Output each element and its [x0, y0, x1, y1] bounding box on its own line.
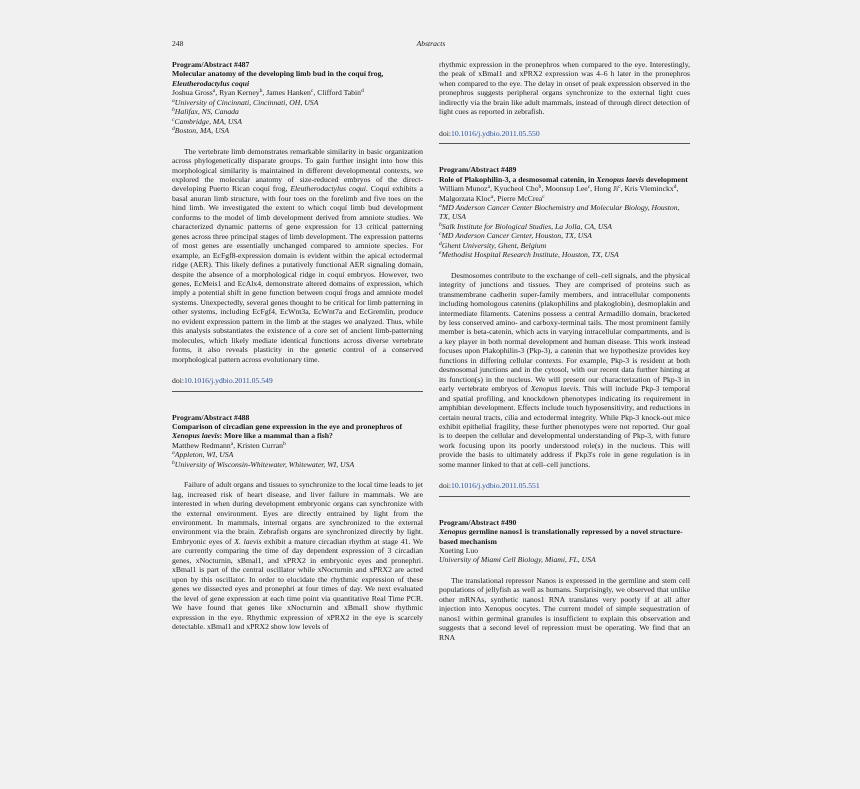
section-divider	[439, 496, 690, 497]
abstract-title: Xenopus germline nanos1 is translationally repressed by a novel structure-based mechanism	[439, 527, 683, 546]
abstract-body: The translational repressor Nanos is expressed in the germline and stem cell populations of jellyfish as well as humans. Surprisingly, we observed that unlike other mRNAs, synthetic nanos1 RNA translates very poorly if at all after injection into Xenopus oocytes. The current model of simple sequestration of nanos1 within germinal granules is insufficient to explain this observation and suggests that a second level of repression must be operating. We find that an RNA	[439, 575, 690, 642]
doi-line	[439, 129, 690, 138]
author-list: William Munoz$^a$, Kyucheol Cho$^b$, Moonsup Lee$^c$, Hong Ji$^c$, Kris Vleminckx$^d$, Malgorzata Kloc$^a$, Pierre McCrea$^c$	[439, 184, 679, 203]
affiliation: $^d$Boston, MA, USA	[172, 126, 230, 136]
abstract-490	[439, 518, 690, 642]
affiliation: $^e$Methodist Hospital Research Institute, Houston, TX, USA	[439, 250, 619, 260]
right-column	[439, 60, 690, 642]
abstract-title: Comparison of circadian gene expression in the eye and pronephros of Xenopus laevis: More like a mammal than a fish?	[172, 421, 403, 441]
journal-section: Abstracts	[416, 39, 446, 48]
affiliation: $^b$University of Wisconsin-Whitewater, Whitewater, WI, USA	[172, 459, 355, 469]
abstract-body: Desmosomes contribute to the exchange of cell–cell signals, and the physical integrity of junctions and tissues. They are comprised of proteins such as transmembrane cadherin super-family members, and intracellular components including homologous catenins (plakophilins and plakoglobin), desmoplakin and intermediate filaments. Catenins possess a central Armadillo domain, bracketed by less conserved amino- and carboxy-terminal tails. The most prominent family member is beta-catenin, which acts in varying intracellular compartments, and is a key player in both normal development and human disease. This work instead focuses upon Plakophilin-3 (Pkp-3), a catenin that we hypothesize provides key functions in differing cellular contexts. For example, Pkp-3 is resident at both desmosomal junctions and in the cytosol, with our recent data further hinting at its function(s) in the nucleus. We will present our characterization of Pkp-3 in early vertebrate embryos of Xenopus laevis. This will include Pkp-3 temporal and spatial profiling, and knockdown phenotypes indicating its requirement in amphibian development. Effects include touch hyposensitivity, and reductions in certain neural tracts, cilia and ectodermal integrity. While Pkp-3 knock-out mice exhibit epithelial fragility, these further phenotypes were not reported. Our goal is to deepen the cellular and developmental understanding of Pkp-3, with future work focusing upon its poorly understood role(s) in the nucleus. This will provide the basis to ultimately address if Pkp3's role in gene regulation is in some manner linked to that at cell–cell junctions.	[439, 270, 690, 469]
abstract-body: The vertebrate limb demonstrates remarkable similarity in basic organization across phylogenetically disparate groups. To gain further insight into how this morphological similarity is maintained in different developmental contexts, we explored the molecular anatomy of size-reduced embryos of the direct-developing Puerto Rican coquí frog, Eleutherodactylus coqui. Coquí exhibits a basal anuran limb structure, with four toes on the forelimb and five toes on the hind limb. We investigated the extent to which coquí limb bud development conforms to the model of limb development derived from amniote studies. We characterized dynamic patterns of gene expression for 13 critical patterning genes across three principal stages of limb development. The expression patterns of most genes are essentially unchanged compared to amniote species. For example, an EcFgf8-expression domain is evident within the apical ectodermal ridge (AER). This likely defines a putatively functional AER signaling domain, despite the absence of a morphological ridge in coquí embryos. However, two genes, EcMeis1 and EcAlx4, demonstrate altered domains of expression, which imply a potential shift in gene function between coquí frogs and amniote model systems. Unexpectedly, several genes thought to be critical for limb patterning in other systems, including EcFgf4, EcWnt3a, EcWnt7a and EcGremlin, produce no evident expression pattern in the limb at the stages we analyzed. Thus, while this analysis substantiates the existence of a core set of ancient limb-patterning molecules, which likely mediate identical functions across diverse vertebrate forms, it also reveals plasticity in the genetic control of a conserved morphological pattern across evolutionary time.	[172, 146, 423, 364]
author-list: Matthew Redmann$^a$, Kristen Curran$^b$	[172, 440, 286, 450]
affiliation: $^a$MD Anderson Cancer Center Biochemistry and Molecular Biology, Houston, TX, USA	[439, 202, 680, 222]
doi-label: doi:	[439, 128, 451, 138]
doi-line	[439, 481, 690, 490]
doi-label: doi:	[172, 376, 184, 386]
affiliation: $^a$Appleton, WI, USA	[172, 450, 234, 460]
section-divider	[172, 391, 423, 392]
abstract-488	[172, 413, 423, 632]
author-list: Xueting Luo	[439, 546, 479, 556]
abstract-title: Molecular anatomy of the developing limb bud in the coquí frog, Eleutherodactylus coqui	[172, 69, 384, 88]
doi-link[interactable]: 10.1016/j.ydbio.2011.05.550	[450, 128, 540, 138]
doi-label: doi:	[439, 481, 451, 491]
affiliation: $^d$Ghent University, Ghent, Belgium	[439, 240, 547, 250]
author-list: Joshua Gross$^a$, Ryan Kerney$^b$, James Hanken$^c$, Clifford Tabin$^d$	[172, 88, 364, 98]
affiliation: $^b$Salk Institute for Biological Studies, La Jolla, CA, USA	[439, 221, 612, 231]
running-head	[172, 39, 690, 51]
abstract-488-continued	[439, 60, 690, 144]
doi-link[interactable]: 10.1016/j.ydbio.2011.05.549	[183, 376, 273, 386]
doi-link[interactable]: 10.1016/j.ydbio.2011.05.551	[450, 481, 540, 491]
affiliation: $^a$University of Cincinnati, Cincinnati, OH, USA	[172, 97, 319, 107]
abstract-487	[172, 60, 423, 392]
page-number: 248	[172, 39, 184, 48]
abstract-number: Program/Abstract #489	[439, 165, 517, 175]
abstract-489	[439, 165, 690, 497]
abstract-body-continuation: rhythmic expression in the pronephros when compared to the eye. Interestingly, the peak of xBmal1 and xPRX2 expression was 4–6 h later in the pronephros when compared to the eye. The delay in onset of peak expression observed in the pronephros suggests peripheral organs synchronize to the external light cues indirectly via the brain like adult mammals, instead of through direct detection of light cues as reported in zebrafish.	[439, 60, 690, 117]
abstract-title: Role of Plakophilin-3, a desmosomal catenin, in Xenopus laevis development	[439, 174, 688, 184]
affiliation: $^b$Halifax, NS, Canada	[172, 107, 239, 117]
abstract-body: Failure of adult organs and tissues to synchronize to the local time leads to jet lag, increased risk of heart disease, and liver failure in mammals. We are interested in when during development embryonic organs can synchronize with the external environment. Eyes are directly entrained by light from the environment. In mammals, internal organs are synchronized to the external environment via the brain. Zebrafish organs are synchronized directly by light. Embryonic eyes of X. laevis exhibit a mature circadian rhythm at stage 41. We are currently comparing the time of day dependent expression of 3 circadian genes, xNocturnin, xBmal1, and xPRX2 in embryonic eyes and pronephri. xBmal1 is part of the central oscillator while xNocturnin and xPRX2 are acted upon by this oscillator. In order to elucidate the rhythmic expression of these genes we dissected eyes and pronephri at four times of day. We next evaluated the level of gene expression at each time point via quantitative Real Time PCR. We have found that genes like xNocturnin and xBmal1 show rhythmic expression in the eye. Rhythmic expression of xPRX2 in the eye is scarcely detectable. xBmal1 and xPRX2 show low levels of	[172, 480, 423, 632]
affiliation: $^c$MD Anderson Cancer Center, Houston, TX, USA	[439, 231, 592, 241]
abstract-number: Program/Abstract #487	[172, 60, 250, 69]
left-column	[172, 60, 423, 631]
section-divider	[439, 143, 690, 144]
abstract-number: Program/Abstract #488	[172, 412, 250, 422]
abstract-number: Program/Abstract #490	[439, 517, 517, 527]
doi-line	[172, 376, 423, 385]
affiliation: University of Miami Cell Biology, Miami, FL, USA	[439, 555, 596, 565]
affiliation: $^c$Cambridge, MA, USA	[172, 116, 242, 126]
